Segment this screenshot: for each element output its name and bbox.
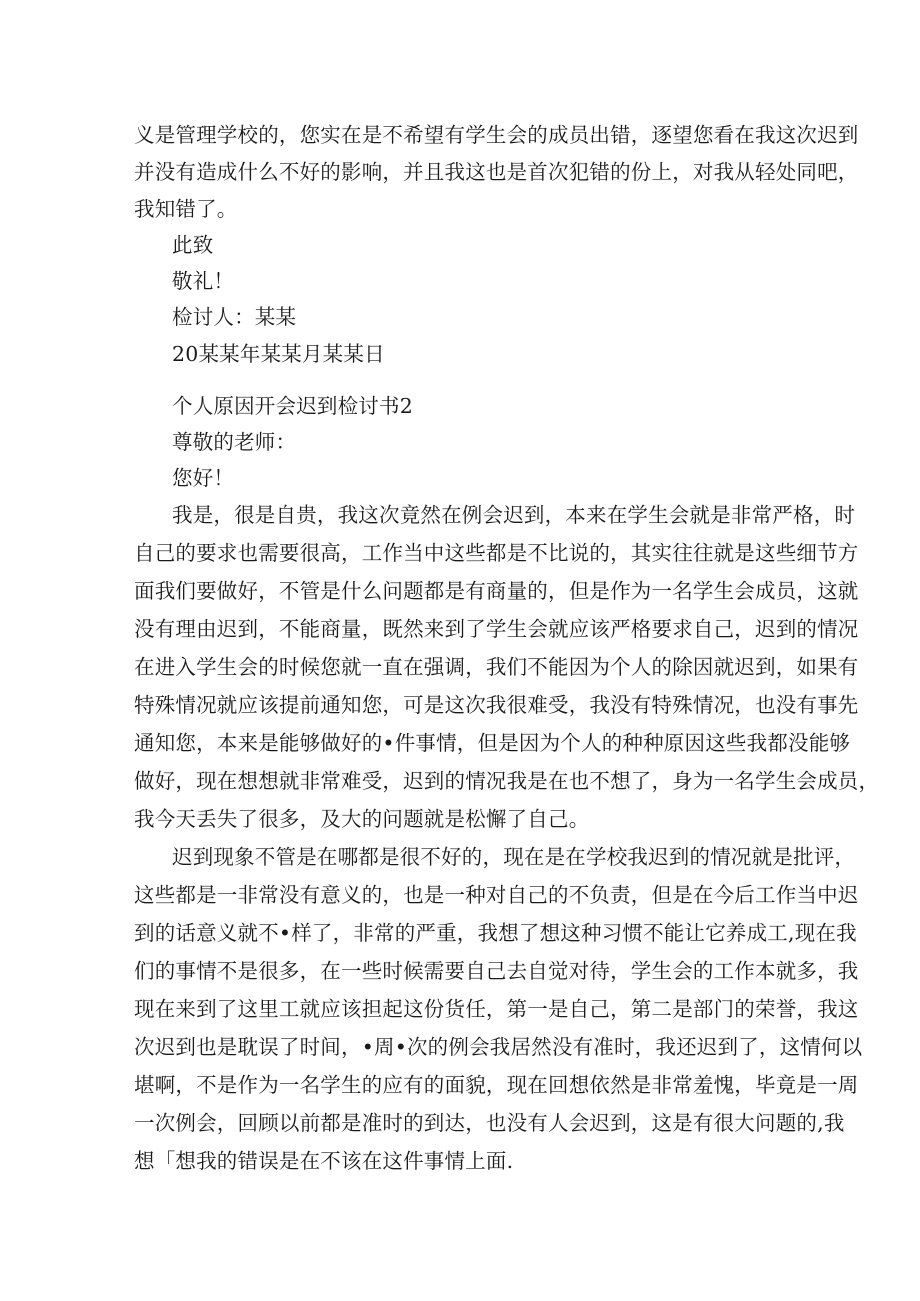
paragraph-line: 没有理由迟到，不能商量，既然来到了学生会就应该严格要求自己，迟到的情况 xyxy=(134,617,859,641)
paragraph-line: 迟到现象不管是在哪都是很不好的，现在是在学校我迟到的情况就是批评， xyxy=(172,845,856,869)
paragraph-line: 我是，很是自贵，我这次竟然在例会迟到，本来在学生会就是非常严格，时 xyxy=(172,503,856,527)
closing-line: 敬礼！ xyxy=(172,269,235,293)
salutation: 尊敬的老师： xyxy=(172,430,297,454)
paragraph-line: 们的事情不是很多，在一些时候需要自己去自觉对待，学生会的工作本就多，我 xyxy=(134,959,859,983)
paragraph-line: 面我们要做好，不管是什么问题都是有商量的，但是作为一名学生会成员，这就 xyxy=(134,579,859,603)
greeting: 您好！ xyxy=(172,466,235,490)
paragraph-line: 堪啊，不是作为一名学生的应有的面貌，现在回想依然是非常羞愧，毕竟是一周 xyxy=(134,1073,859,1097)
paragraph-line: 特殊情况就应该提前通知您，可是这次我很难受，我没有特殊情况，也没有事先 xyxy=(134,693,859,717)
paragraph-line: 到的话意义就不•样了，非常的严重，我想了想这种习惯不能让它养成工,现在我 xyxy=(134,921,857,945)
paragraph-line: 通知您，本来是能够做好的•件事情，但是因为个人的种种原因这些我都没能够 xyxy=(134,731,851,755)
paragraph-line: 自己的要求也需要很高，工作当中这些都是不比说的，其实往往就是这些细节方 xyxy=(134,541,859,565)
signer-line: 检讨人：某某 xyxy=(172,305,297,329)
closing-line: 此致 xyxy=(172,233,214,257)
paragraph-line: 义是管理学校的，您实在是不希望有学生会的成员出错，逐望您看在我这次迟到 xyxy=(134,123,859,147)
paragraph-line: 在进入学生会的时候您就一直在强调，我们不能因为个人的除因就迟到，如果有 xyxy=(134,655,859,679)
paragraph-line: 这些都是一非常没有意义的，也是一种对自己的不负责，但是在今后工作当中迟 xyxy=(134,883,859,907)
paragraph-line: 我今天丢失了很多，及大的问题就是松懈了自己。 xyxy=(134,807,590,831)
paragraph-line: 想「想我的错误是在不该在这件事情上面. xyxy=(134,1149,514,1173)
paragraph-line: 我知错了。 xyxy=(134,197,238,221)
paragraph-line: 并没有造成什么不好的影响，并且我这也是首次犯错的份上，对我从轻处同吧， xyxy=(134,160,859,184)
date-line: 20某某年某某月某某日 xyxy=(172,342,385,366)
paragraph-line: 一次例会，回顾以前都是准时的到达，也没有人会迟到，这是有很大问题的,我 xyxy=(134,1111,845,1135)
paragraph-line: 现在来到了这里工就应该担起这份货任，第一是自己，第二是部门的荣誉，我这 xyxy=(134,997,859,1021)
paragraph-line: 做好，现在想想就非常难受，迟到的情况我是在也不想了，身为一名学生会成员， xyxy=(134,769,880,793)
paragraph-line: 次迟到也是耽误了时间，•周•次的例会我居然没有准时，我还迟到了，这情何以 xyxy=(134,1035,863,1059)
section-title: 个人原因开会迟到检讨书2 xyxy=(172,394,413,418)
